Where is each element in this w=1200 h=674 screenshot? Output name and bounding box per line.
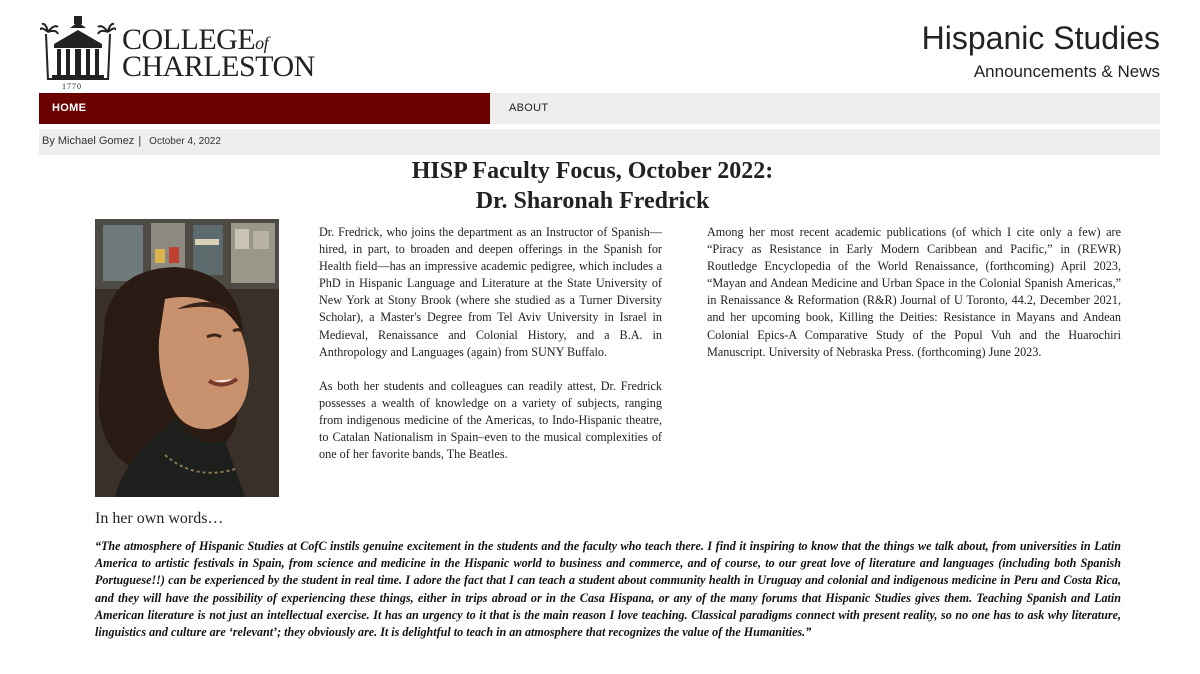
portrait-photo — [95, 219, 279, 497]
logo-line1: COLLEGE — [122, 23, 256, 56]
post-title-line1: HISP Faculty Focus, October 2022: — [411, 158, 774, 184]
main-nav — [39, 93, 1160, 124]
logo-year: 1770 — [62, 82, 82, 91]
article-column-left — [319, 224, 662, 463]
meta-separator: | — [138, 135, 142, 147]
college-logo[interactable] — [40, 12, 320, 90]
article-paragraph-1: Dr. Fredrick, who joins the department as an Instructor of Spanish—hired, in part, to broaden and deepen offerings in the Spanish for Health field—has an impressive academic pedigree, which includes a PhD in Hispanic Language and Literature at the State University of New York at Stony Brook (where she studied as a Turner Diversity Scholar), a Master's Degree from Tel Aviv University in Israel in Medieval, Renaissance and Colonial History, and a B.A. in Anthropology and Languages (again) from SUNY Buffalo. — [319, 225, 662, 359]
nav-item-about[interactable]: ABOUT — [509, 102, 549, 114]
article-paragraph-3: Among her most recent academic publications (of which I cite only a few) are “Piracy as Resistance in Early Modern Caribbean and Pacific,” in (REWR) Routledge Encyclopedia of the World Renaissance, (forthcoming) April 2023, “Mayan and Andean Medicine and Urban Space in the Colonial Spanish Americas,” in Renaissance & Reformation (R&R) Journal of U Toronto, 44.2, December 2021, and her upcoming book, Killing the Deities: Resistance in Mayans and Andean Colonial Epics-A Comparative Study of the Popul Vuh and the Huarochiri Manuscript. University of Nebraska Press. (forthcoming) June 2023. — [707, 225, 1121, 359]
own-words-heading: In her own words… — [95, 510, 224, 527]
article-paragraph-2: As both her students and colleagues can readily attest, Dr. Fredrick possesses a wealth of knowledge on a variety of subjects, ranging from indigenous medicine of the Americas, to Indo-Hispanic theatre, to Catalan Nationalism in Spain–even to the musical complexities of one of her favorite bands, The Beatles. — [319, 378, 662, 462]
nav-item-home[interactable]: HOME — [39, 93, 490, 124]
logo-of: of — [255, 33, 269, 53]
article-column-right — [707, 224, 1121, 361]
site-title[interactable]: Hispanic Studies — [921, 20, 1160, 56]
logo-line2: CHARLESTON — [122, 50, 315, 83]
logo-wordmark — [122, 23, 315, 83]
college-building-emblem-icon — [40, 12, 116, 88]
post-meta — [39, 129, 1160, 155]
portrait-image — [95, 219, 279, 497]
post-author[interactable]: By Michael Gomez — [42, 135, 135, 147]
post-title-line2: Dr. Sharonah Fredrick — [475, 188, 710, 214]
own-words-quote: “The atmosphere of Hispanic Studies at CofC instils genuine excitement in the students and the faculty who teach there. I find it inspiring to know that the things we talk about, from universities in Latin America to artistic festivals in Spain, from science and medicine in the Hispanic world to business and commerce, and of course, to our great love of literature and languages (including both Spanish Portuguese!!) can be experienced by the student in real time. I adore the fact that I can teach a student about community health in Uruguay and colonial and indigenous medicine in Peru and Costa Rica, and they will have the possibility of experiencing these things, either in trips abroad or in the Casa Hispana, or any of the many forums that Hispanic Studies gives them. Teaching Spanish and Latin American literature is not just an intellectual exercise. It has an urgency to it that is the main reason I love teaching. Classical paradigms connect with present reality, so no one has to ask why literature, linguistics and culture are ‘relevant’; they obviously are. It is delightful to teach in an atmosphere that recognizes the value of the Humanities.” — [95, 539, 1121, 640]
post-title — [0, 156, 1185, 216]
site-subtitle: Announcements & News — [973, 62, 1160, 81]
post-date: October 4, 2022 — [149, 136, 221, 147]
